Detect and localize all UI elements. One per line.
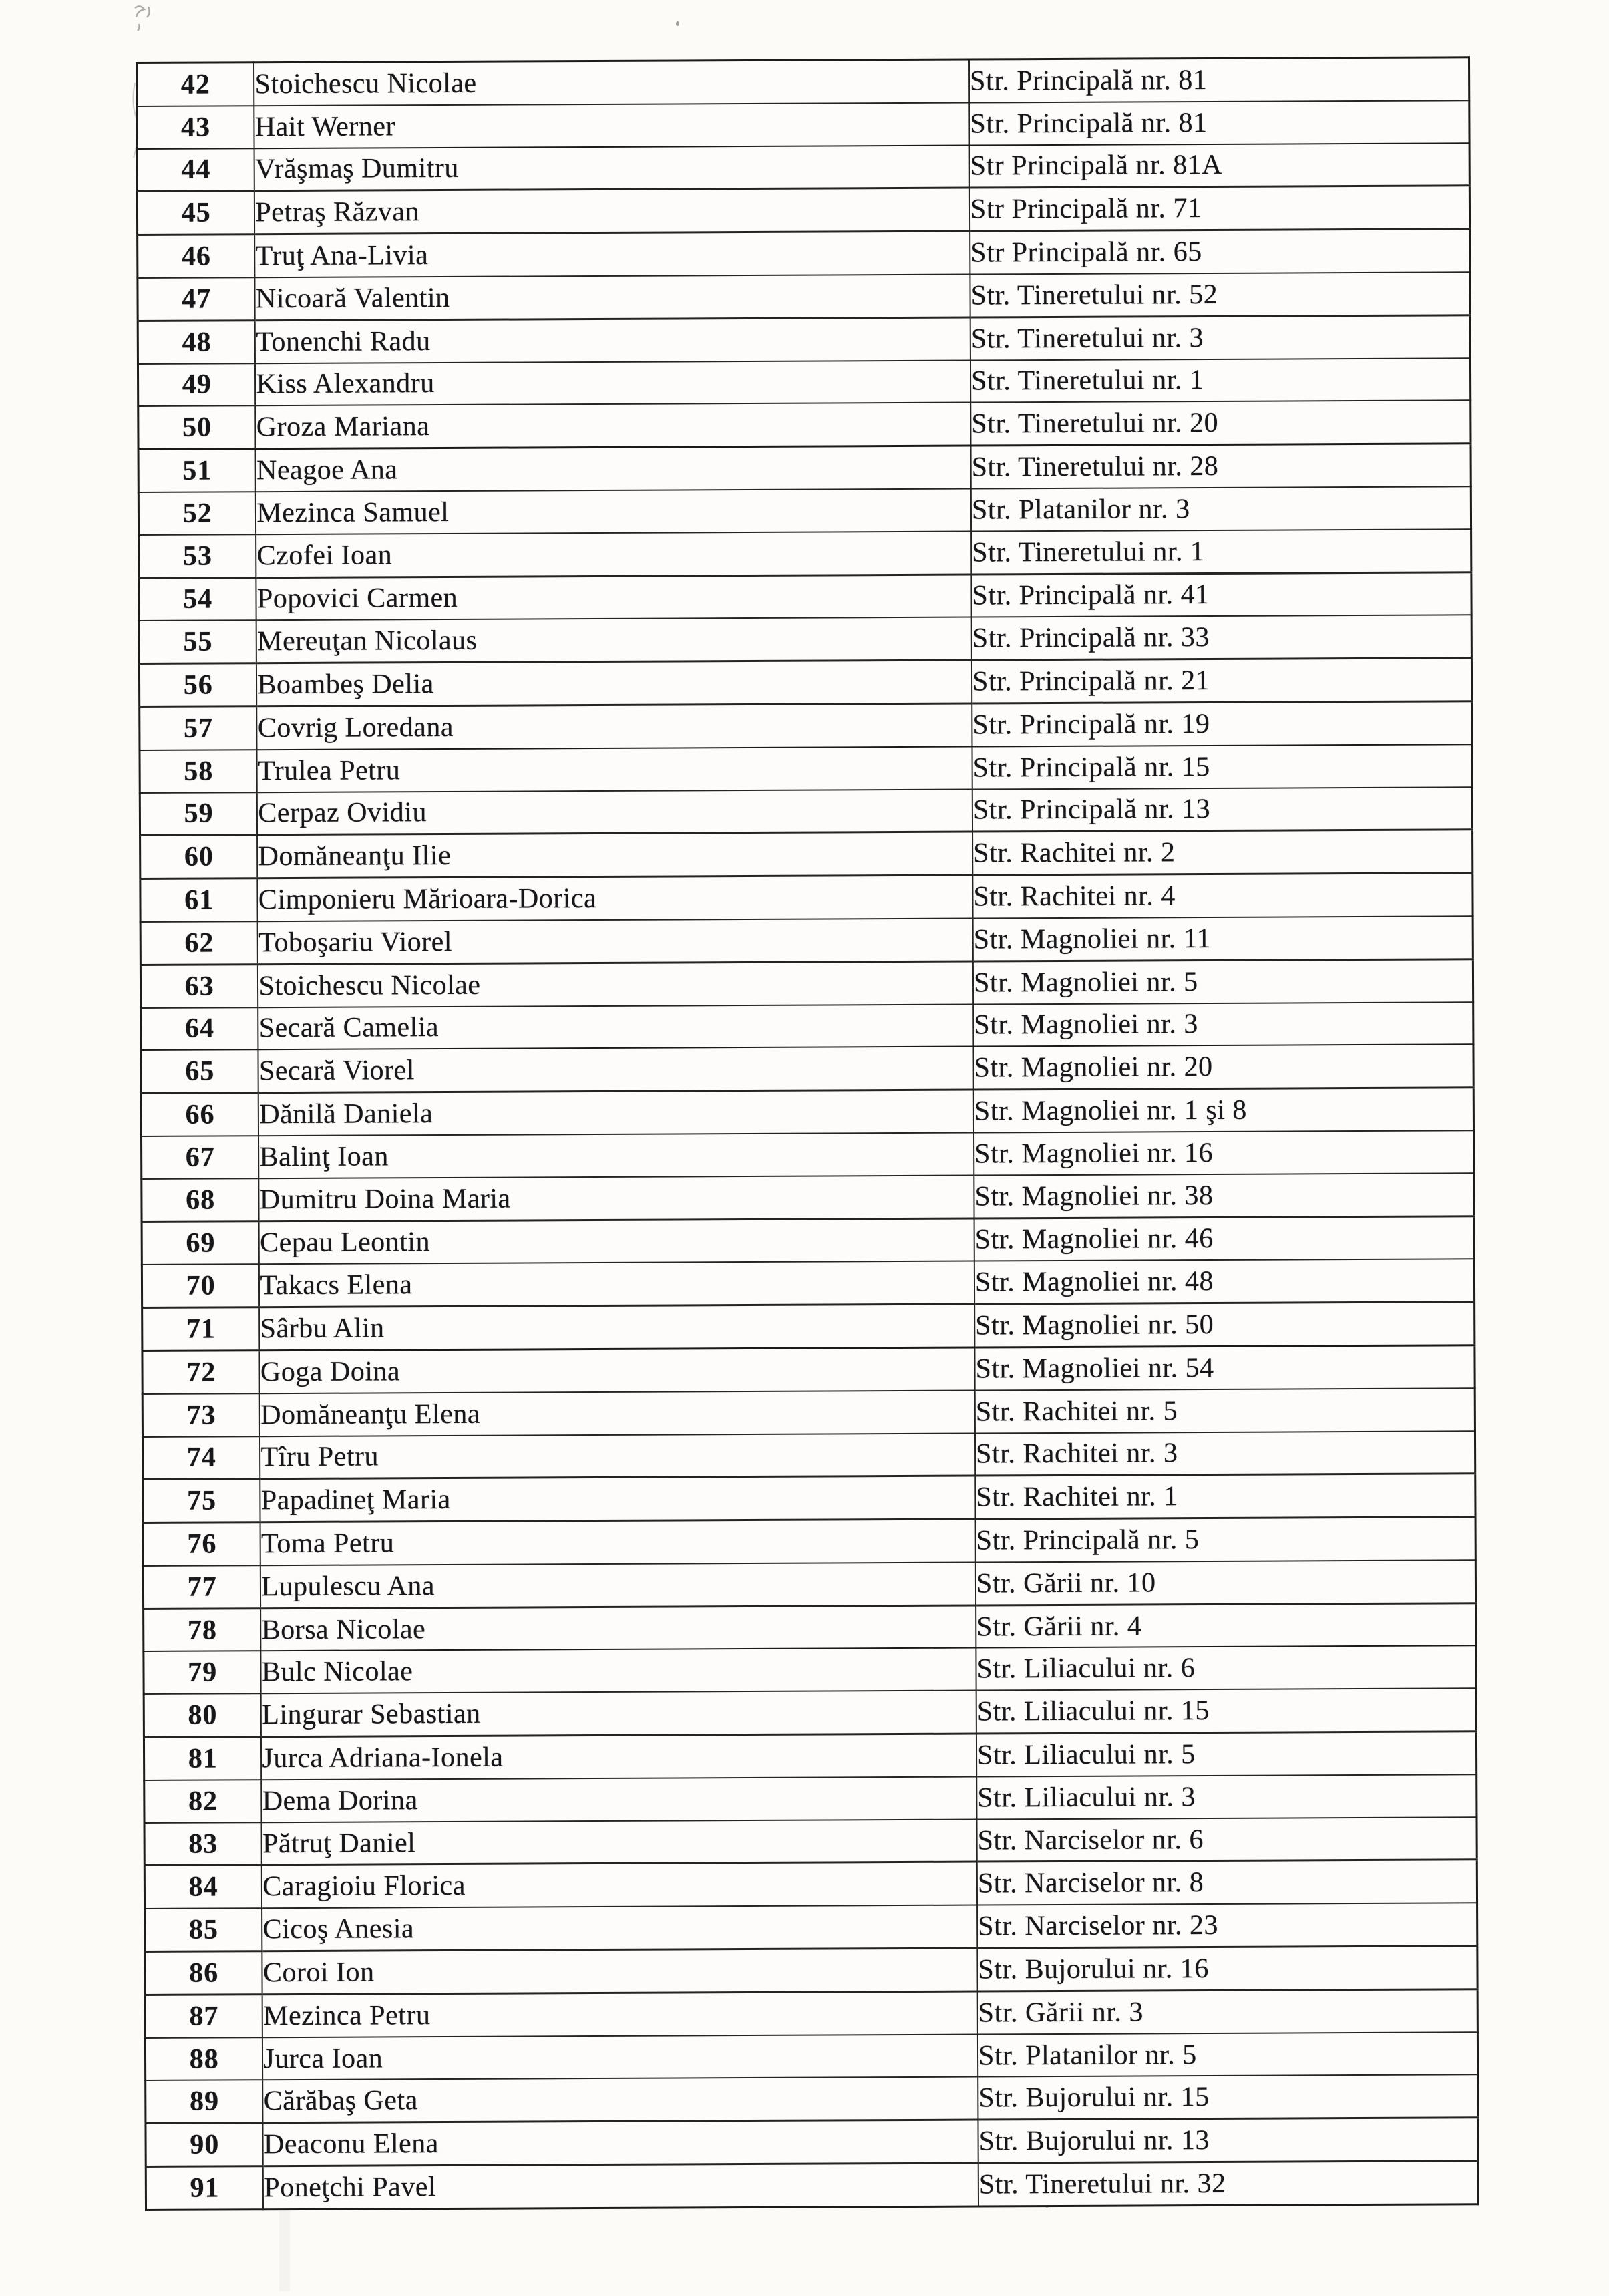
- row-number: 55: [139, 621, 256, 664]
- row-number: 75: [143, 1479, 260, 1523]
- person-name: Cerpaz Ovidiu: [257, 789, 972, 835]
- table-row: [142, 1345, 1475, 1394]
- row-number: 77: [143, 1565, 260, 1609]
- address: Str. Principală nr. 19: [972, 701, 1472, 747]
- person-name: Neagoe Ana: [256, 446, 971, 492]
- table-row: [142, 1431, 1475, 1480]
- address: Str. Narciselor nr. 23: [977, 1903, 1477, 1949]
- pencil-mark: [126, 3, 166, 49]
- address: Str. Principală nr. 21: [972, 658, 1472, 703]
- table-row: [146, 2075, 1478, 2124]
- person-name: Czofei Ioan: [256, 531, 971, 577]
- table-row: [145, 1989, 1477, 2038]
- address: Str. Tineretului nr. 52: [970, 272, 1470, 317]
- table-row: [139, 529, 1471, 578]
- address: Str. Principală nr. 13: [972, 787, 1473, 832]
- table-row: [139, 658, 1471, 707]
- row-number: 54: [139, 577, 256, 621]
- address: Str. Bujorului nr. 13: [978, 2118, 1478, 2163]
- table-row: [143, 1517, 1475, 1566]
- person-name: Hait Werner: [254, 102, 970, 148]
- address: Str. Rachitei nr. 3: [975, 1431, 1475, 1476]
- person-name: Toboşariu Viorel: [258, 918, 973, 964]
- person-name: Lupulescu Ana: [260, 1562, 976, 1608]
- row-number: 64: [141, 1007, 258, 1051]
- row-number: 81: [144, 1737, 261, 1780]
- person-name: Cepau Leontin: [259, 1218, 974, 1265]
- table-row: [144, 1646, 1476, 1695]
- address: Str. Liliacului nr. 15: [976, 1689, 1477, 1734]
- person-name: Trulea Petru: [257, 746, 972, 792]
- table-row: [140, 787, 1472, 836]
- row-number: 43: [137, 106, 254, 149]
- scan-speck: [676, 21, 679, 26]
- address: Str. Magnoliei nr. 5: [973, 959, 1473, 1005]
- row-number: 72: [142, 1351, 260, 1394]
- person-name: Nicoară Valentin: [255, 275, 970, 321]
- table-row: [139, 615, 1471, 664]
- row-number: 48: [138, 321, 255, 364]
- table-row: [144, 1774, 1477, 1823]
- row-number: 63: [140, 964, 258, 1007]
- table-row: [137, 186, 1469, 235]
- address: Str. Magnoliei nr. 46: [974, 1216, 1475, 1261]
- person-name: Borsa Nicolae: [261, 1605, 976, 1651]
- person-name: Caragioiu Florica: [262, 1862, 977, 1908]
- address: Str Principală nr. 65: [970, 229, 1470, 275]
- person-name: Mezinca Petru: [262, 1991, 978, 2037]
- address: Str. Bujorului nr. 15: [978, 2075, 1478, 2120]
- address: Str. Liliacului nr. 3: [976, 1774, 1477, 1819]
- roster-table-body: [137, 57, 1479, 2210]
- address: Str. Magnoliei nr. 54: [974, 1345, 1475, 1391]
- table-row: [144, 1860, 1477, 1909]
- table-row: [142, 1302, 1475, 1351]
- address: Str. Magnoliei nr. 1 şi 8: [974, 1088, 1474, 1133]
- row-number: 82: [144, 1780, 262, 1823]
- row-number: 69: [142, 1221, 259, 1265]
- person-name: Bulc Nicolae: [261, 1648, 976, 1693]
- person-name: Kiss Alexandru: [255, 360, 970, 405]
- address: Str. Magnoliei nr. 38: [974, 1173, 1474, 1218]
- row-number: 76: [143, 1522, 260, 1566]
- address: Str. Magnoliei nr. 50: [974, 1302, 1475, 1347]
- address: Str. Narciselor nr. 6: [976, 1817, 1477, 1862]
- row-number: 74: [142, 1436, 260, 1480]
- table-row: [141, 1088, 1473, 1136]
- row-number: 44: [137, 148, 254, 192]
- table-row: [138, 444, 1471, 492]
- table-row: [140, 701, 1472, 750]
- person-name: Truţ Ana-Livia: [255, 231, 970, 277]
- address: Str. Principală nr. 81: [969, 57, 1469, 103]
- table-row: [141, 1002, 1473, 1051]
- address: Str. Liliacului nr. 5: [976, 1732, 1477, 1777]
- address: Str. Magnoliei nr. 11: [973, 916, 1473, 961]
- person-name: Lingurar Sebastian: [261, 1691, 976, 1737]
- address: Str. Narciselor nr. 8: [977, 1860, 1477, 1905]
- table-row: [145, 1903, 1477, 1952]
- row-number: 70: [142, 1265, 259, 1308]
- table-row: [145, 2032, 1477, 2081]
- person-name: Goga Doina: [260, 1347, 975, 1393]
- person-name: Deaconu Elena: [263, 2120, 978, 2166]
- person-name: Jurca Ioan: [262, 2034, 978, 2080]
- address: Str. Magnoliei nr. 48: [974, 1259, 1475, 1305]
- person-name: Dumitru Doina Maria: [259, 1175, 974, 1221]
- table-row: [144, 1603, 1476, 1651]
- row-number: 62: [140, 921, 258, 965]
- person-name: Domăneanţu Ilie: [257, 832, 972, 878]
- row-number: 45: [137, 191, 254, 235]
- table-row: [142, 1216, 1474, 1265]
- address: Str. Rachitei nr. 5: [975, 1388, 1475, 1433]
- row-number: 42: [137, 63, 254, 106]
- table-row: [138, 229, 1470, 278]
- table-row: [144, 1689, 1476, 1738]
- row-number: 71: [142, 1307, 260, 1351]
- person-name: Cimponieru Mărioara-Dorica: [258, 875, 973, 921]
- row-number: 61: [140, 878, 258, 922]
- row-number: 58: [140, 750, 257, 793]
- person-name: Domăneanţu Elena: [260, 1390, 975, 1436]
- row-number: 85: [145, 1908, 262, 1951]
- person-name: Tîru Petru: [260, 1433, 975, 1479]
- person-name: Groza Mariana: [256, 403, 971, 449]
- row-number: 51: [138, 449, 256, 492]
- address: Str. Principală nr. 5: [976, 1517, 1476, 1563]
- table-row: [144, 1732, 1476, 1780]
- address: Str. Magnoliei nr. 16: [974, 1130, 1474, 1175]
- person-name: Vrăşmaş Dumitru: [254, 145, 970, 191]
- person-name: Covrig Loredana: [257, 703, 972, 750]
- person-name: Boambeş Delia: [256, 660, 972, 706]
- person-name: Mezinca Samuel: [256, 489, 971, 534]
- row-number: 49: [138, 363, 255, 407]
- row-number: 67: [142, 1136, 259, 1179]
- table-row: [143, 1560, 1475, 1609]
- address: Str. Principală nr. 41: [971, 572, 1471, 617]
- address: Str. Magnoliei nr. 3: [973, 1002, 1473, 1047]
- table-row: [142, 1259, 1474, 1308]
- person-name: Dănilă Daniela: [258, 1090, 974, 1136]
- table-row: [139, 572, 1471, 621]
- table-row: [142, 1173, 1474, 1222]
- person-name: Stoichescu Nicolae: [254, 59, 969, 106]
- table-row: [138, 358, 1470, 407]
- row-number: 90: [146, 2123, 263, 2167]
- row-number: 65: [141, 1050, 258, 1094]
- row-number: 80: [144, 1693, 261, 1737]
- address: Str. Tineretului nr. 3: [970, 315, 1471, 361]
- row-number: 83: [144, 1822, 262, 1866]
- address: Str. Platanilor nr. 3: [971, 486, 1471, 531]
- person-name: Secară Viorel: [258, 1047, 974, 1093]
- row-number: 68: [142, 1178, 259, 1222]
- table-row: [138, 315, 1470, 364]
- address: Str. Platanilor nr. 5: [978, 2032, 1478, 2077]
- person-name: Toma Petru: [260, 1519, 976, 1565]
- row-number: 86: [145, 1951, 262, 1995]
- row-number: 87: [145, 1995, 262, 2038]
- table-row: [140, 830, 1473, 879]
- table-row: [143, 1474, 1475, 1523]
- row-number: 50: [138, 406, 256, 450]
- address: Str. Rachitei nr. 1: [975, 1474, 1475, 1519]
- person-name: Popovici Carmen: [256, 575, 972, 621]
- row-number: 60: [140, 835, 258, 879]
- person-name: Jurca Adriana-Ionela: [261, 1734, 976, 1780]
- person-name: Mereuţan Nicolaus: [256, 617, 972, 663]
- person-name: Cicoş Anesia: [262, 1905, 977, 1951]
- resident-address-table: [136, 56, 1479, 2211]
- row-number: 59: [140, 792, 257, 836]
- person-name: Sârbu Alin: [260, 1304, 975, 1350]
- address: Str. Liliacului nr. 6: [976, 1646, 1476, 1691]
- table-row: [137, 57, 1469, 106]
- address: Str. Bujorului nr. 16: [977, 1946, 1477, 1991]
- table-row: [141, 1045, 1473, 1094]
- person-name: Cărăbaş Geta: [263, 2077, 978, 2123]
- person-name: Pătruţ Daniel: [262, 1819, 977, 1865]
- table-row: [137, 100, 1469, 149]
- table-row: [142, 1130, 1474, 1179]
- person-name: Poneţchi Pavel: [263, 2163, 978, 2209]
- table-row: [144, 1817, 1477, 1866]
- table-row: [146, 2118, 1478, 2167]
- person-name: Balinţ Ioan: [258, 1132, 974, 1178]
- table-row: [138, 486, 1471, 535]
- table-row: [146, 2161, 1478, 2210]
- address: Str Principală nr. 71: [970, 186, 1470, 231]
- row-number: 47: [138, 277, 255, 321]
- person-name: Petraş Răzvan: [254, 188, 970, 234]
- address: Str. Principală nr. 33: [972, 615, 1472, 661]
- address: Str. Gării nr. 10: [976, 1560, 1476, 1605]
- address: Str. Tineretului nr. 28: [971, 444, 1471, 489]
- person-name: Secară Camelia: [258, 1004, 974, 1049]
- address: Str. Tineretului nr. 20: [970, 401, 1471, 446]
- address: Str. Tineretului nr. 1: [970, 358, 1471, 403]
- row-number: 79: [144, 1651, 261, 1695]
- address: Str. Principală nr. 81: [969, 100, 1469, 145]
- address: Str. Gării nr. 3: [978, 1989, 1478, 2035]
- row-number: 88: [145, 2037, 262, 2081]
- row-number: 56: [139, 663, 256, 707]
- person-name: Papadineţ Maria: [260, 1476, 976, 1522]
- row-number: 57: [140, 707, 257, 750]
- table-row: [140, 959, 1473, 1008]
- table-row: [140, 744, 1472, 793]
- address: Str. Rachitei nr. 4: [972, 873, 1473, 919]
- address: Str Principală nr. 81A: [970, 143, 1470, 188]
- row-number: 89: [146, 2080, 263, 2124]
- table-row: [142, 1388, 1475, 1437]
- person-name: Stoichescu Nicolae: [258, 961, 973, 1007]
- person-name: Coroi Ion: [262, 1948, 978, 1994]
- table-row: [145, 1946, 1477, 1995]
- address: Str. Principală nr. 15: [972, 744, 1472, 789]
- address: Str. Rachitei nr. 2: [972, 830, 1473, 875]
- person-name: Takacs Elena: [259, 1261, 974, 1307]
- address: Str. Gării nr. 4: [976, 1603, 1476, 1648]
- row-number: 84: [144, 1865, 262, 1909]
- row-number: 52: [138, 492, 256, 535]
- address: Str. Tineretului nr. 1: [971, 529, 1471, 575]
- table-row: [140, 873, 1473, 922]
- table-row: [138, 401, 1471, 450]
- row-number: 78: [144, 1608, 261, 1651]
- person-name: Dema Dorina: [262, 1776, 977, 1822]
- table-row: [138, 272, 1470, 321]
- row-number: 91: [146, 2166, 263, 2210]
- row-number: 46: [138, 234, 255, 278]
- table-row: [140, 916, 1473, 965]
- row-number: 66: [141, 1093, 258, 1136]
- address: Str. Magnoliei nr. 20: [973, 1045, 1473, 1090]
- person-name: Tonenchi Radu: [255, 317, 970, 363]
- address: Str. Tineretului nr. 32: [978, 2161, 1479, 2206]
- table-row: [137, 143, 1469, 192]
- row-number: 73: [142, 1393, 260, 1437]
- row-number: 53: [139, 534, 256, 578]
